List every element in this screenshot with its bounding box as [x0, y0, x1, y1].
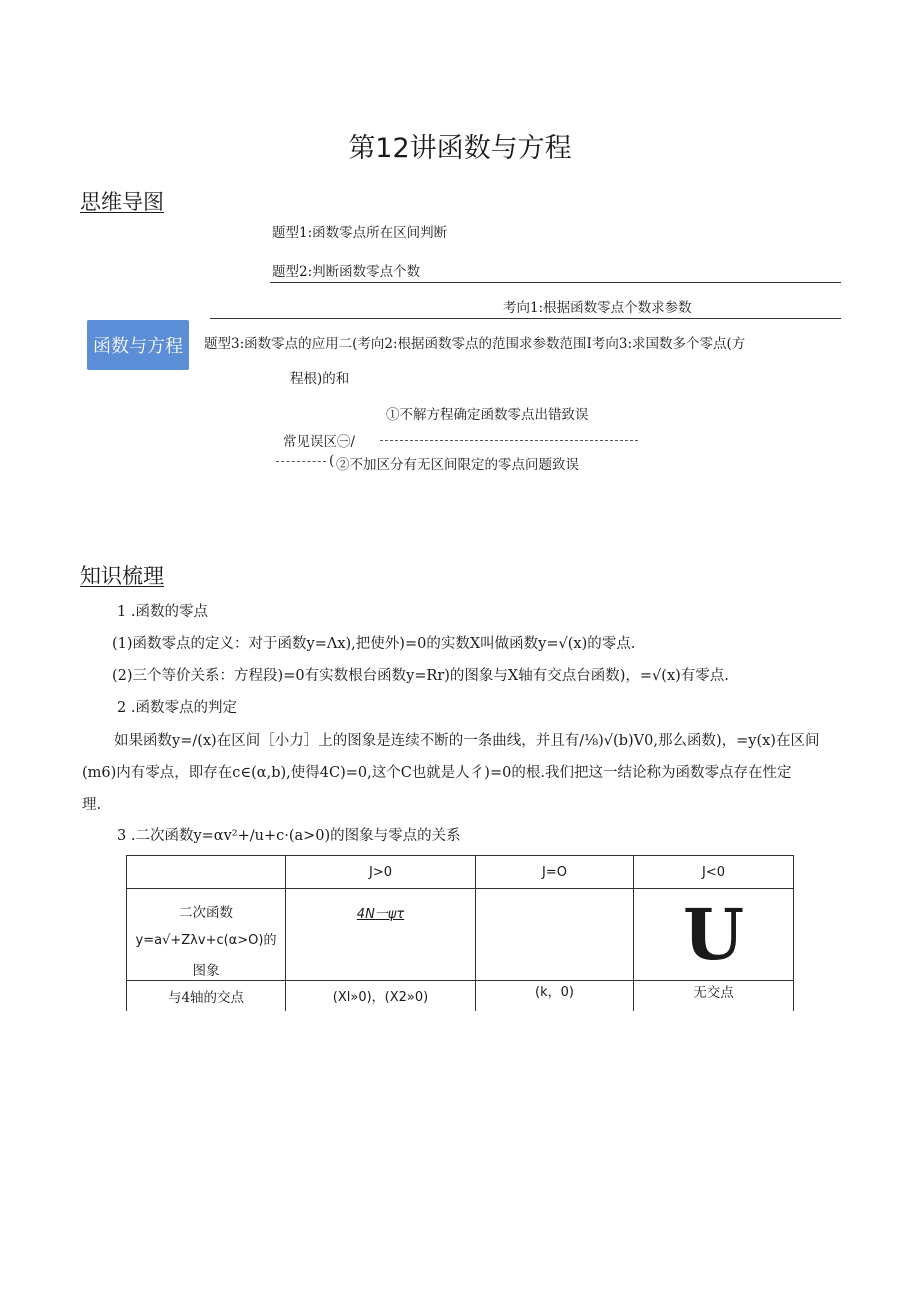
- mindmap-type1: 题型1:函数零点所在区间判断: [272, 225, 448, 241]
- section-2-para-3: 理.: [82, 797, 102, 813]
- row-label-line-2: y=a√+Zλv+c(α>O)的: [135, 933, 277, 948]
- table-row: [127, 981, 794, 1011]
- section-2-title: 2 .函数零点的判定: [117, 700, 237, 716]
- knowledge-heading: 知识梳理: [80, 564, 164, 588]
- parabola-glyph-icon: U: [682, 892, 745, 976]
- section-1-para-1: (1)函数零点的定义：对于函数y=Λx),把使外)=0的实数X叫做函数y=√(x)的零点.: [112, 636, 636, 652]
- mindmap-type3: 题型3:函数零点的应用二(考向2:根据函数零点的范围求参数范围I考向3:求国数多个零点(方: [204, 336, 746, 352]
- section-1-title: 1 .函数的零点: [117, 604, 208, 620]
- mindmap-mistake2: ②不加区分有无区间限定的零点问题致误: [336, 457, 579, 473]
- table-row-label: 与4轴的交点: [127, 981, 286, 1011]
- mindmap-center-node: 函数与方程: [87, 320, 189, 370]
- table-header-row: [127, 856, 794, 889]
- table-cell: 无交点: [634, 981, 794, 1011]
- mindmap-mistake2-bracket: (: [329, 453, 335, 469]
- table-header-cell: J=O: [476, 856, 634, 889]
- table-cell-graph-zero: [476, 889, 634, 981]
- mindmap-dashed-connector-2: [276, 461, 326, 462]
- mindmap-dashed-connector: [380, 440, 638, 441]
- table-header-cell: [127, 856, 286, 889]
- row-label-line-3: 图象: [192, 963, 220, 979]
- table-cell-graph-negative: [634, 889, 794, 981]
- mindmap-branch-line-2: [210, 318, 841, 319]
- table-header-cell: J<0: [634, 856, 794, 889]
- mindmap-type3-cont: 程根)的和: [290, 371, 350, 387]
- table-header-cell: J>0: [286, 856, 476, 889]
- table-cell-graph-positive: [286, 889, 476, 981]
- section-3-title: 3 .二次函数y=αv²+∕u+c·(a>0)的图象与零点的关系: [117, 828, 461, 844]
- section-2-para-1: 如果函数y=∕(x)在区间［小力］上的图象是连续不断的一条曲线，并且有∕⅛)√(b)V0,那么函数)，=y(x)在区间: [114, 733, 820, 749]
- table-row-label: [127, 889, 286, 981]
- quadratic-zero-table: [126, 855, 794, 1011]
- mindmap-mistake1: ①不解方程确定函数零点出错致误: [386, 407, 589, 423]
- graph-placeholder-text: 4N一ψτ: [356, 907, 405, 922]
- table-cell: (Xl»0)，(X2»0): [286, 981, 476, 1011]
- page-title: 第12讲函数与方程: [348, 133, 572, 164]
- mindmap-type2: 题型2:判断函数零点个数: [272, 264, 421, 280]
- mindmap-mistakes-label: 常见误区㊀/: [283, 434, 356, 450]
- section-2-para-2: (m6)内有零点，即存在c∈(α,b),使得4C)=0,这个C也就是人彳)=0的根.我们把这一结论称为函数零点存在性定: [82, 765, 792, 781]
- row-label-line-1: 二次函数: [179, 905, 233, 921]
- table-cell: (k，0): [476, 981, 634, 1011]
- section-1-para-2: (2)三个等价关系：方程段)=0有实数根台函数y=Rr)的图象与X轴有交点台函数)，=√(x)有零点.: [112, 668, 729, 684]
- mindmap-branch-line: [270, 282, 841, 283]
- table-row: [127, 889, 794, 981]
- mindmap-dir1: 考向1:根据函数零点个数求参数: [503, 300, 692, 316]
- mindmap-heading: 思维导图: [80, 190, 164, 214]
